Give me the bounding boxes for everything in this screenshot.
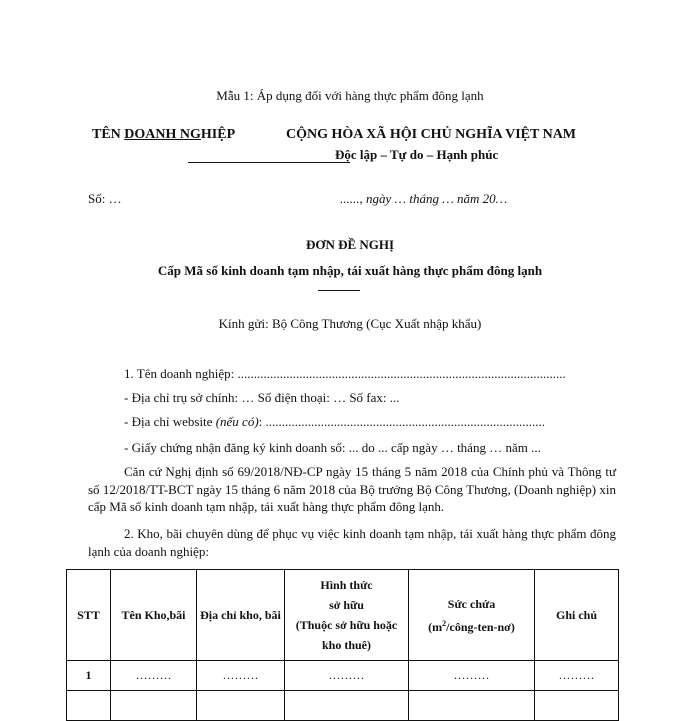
form-note: Mẫu 1: Áp dụng đối với hàng thực phẩm đông lạnh: [216, 88, 484, 103]
header-ownership: [285, 570, 409, 661]
header-ownership-line2: sở hữu: [329, 598, 364, 612]
recipient-line: Kính gửi: Bộ Công Thương (Cục Xuất nhập khẩu): [218, 316, 482, 331]
company-prefix: TÊN: [92, 127, 125, 142]
legal-basis-text: Căn cứ Nghị định số 69/2018/NĐ-CP ngày 15 tháng 5 năm 2018 của Chính phủ và Thông tư số 12/2018/TT-BCT ngày 15 tháng 6 năm 2018 của Bộ trưởng Bộ Công Thương, (Doanh nghiệp) xin cấp Mã số kinh doanh tạm nhập, tái xuất hàng thực phẩm đông lạnh.: [88, 464, 616, 514]
warehouse-table: [66, 569, 619, 721]
document-date: ......, ngày … tháng … năm 20…: [340, 191, 508, 206]
cell-name: [111, 691, 197, 721]
legal-basis-paragraph: [88, 463, 616, 516]
company-name-heading: [92, 127, 235, 143]
header-address: Địa chỉ kho, bãi: [197, 570, 285, 661]
header-ownership-line3: (Thuộc sở hữu hoặc kho thuê): [295, 618, 398, 652]
cell-address: [197, 691, 285, 721]
field-business-certificate: - Giấy chứng nhận đăng ký kinh doanh số: ... do ... cấp ngày … tháng … năm ...: [124, 440, 541, 455]
header-capacity-unit: $(m^2/công-ten-nơ)$: [428, 618, 515, 634]
cell-capacity: ………: [409, 661, 535, 691]
header-stt: STT: [67, 570, 111, 661]
warehouse-text: 2. Kho, bãi chuyên dùng để phục vụ việc kinh doanh tạm nhập, tái xuất hàng thực phẩm đông lạnh của doanh nghiệp:: [88, 526, 616, 559]
warehouse-paragraph: [88, 525, 616, 560]
cell-stt: 1: [67, 661, 111, 691]
document-subtitle: Cấp Mã số kinh doanh tạm nhập, tái xuất hàng thực phẩm đông lạnh: [157, 263, 543, 278]
cell-ownership: [285, 691, 409, 721]
company-underlined: DOANH NG: [124, 127, 201, 142]
website-label: - Địa chỉ website: [124, 414, 216, 429]
cell-capacity: [409, 691, 535, 721]
header-capacity: [409, 570, 535, 661]
table-row: [67, 661, 619, 691]
header-capacity-label: Sức chứa: [447, 596, 496, 611]
cell-name: ………: [111, 661, 197, 691]
header-note: Ghi chú: [535, 570, 619, 661]
document-title: ĐƠN ĐỀ NGHỊ: [305, 237, 395, 252]
company-suffix: HIỆP: [200, 127, 236, 142]
table-header-row: [67, 570, 619, 661]
website-dots: : ......................................................................................: [258, 414, 546, 429]
title-divider: [318, 290, 360, 291]
website-optional-note: (nếu có): [215, 414, 259, 429]
cell-note: ………: [535, 661, 619, 691]
cell-note: [535, 691, 619, 721]
field-headquarters: - Địa chỉ trụ sở chính: … Số điện thoại: … Số fax: ...: [124, 390, 400, 405]
cell-address: ………: [197, 661, 285, 691]
heading-divider: [188, 162, 350, 163]
header-ownership-line1: Hình thức: [320, 578, 373, 592]
motto: Độc lập – Tự do – Hạnh phúc: [335, 147, 499, 162]
document-number: Số: …: [88, 191, 122, 206]
table-row: [67, 691, 619, 721]
field-company-name: 1. Tên doanh nghiệp: .....................................................................................................: [124, 366, 566, 381]
header-name: Tên Kho,bãi: [111, 570, 197, 661]
field-website: [124, 414, 545, 430]
cell-stt: [67, 691, 111, 721]
nation-heading: CỘNG HÒA XÃ HỘI CHỦ NGHĨA VIỆT NAM: [286, 127, 577, 142]
cell-ownership: ………: [285, 661, 409, 691]
